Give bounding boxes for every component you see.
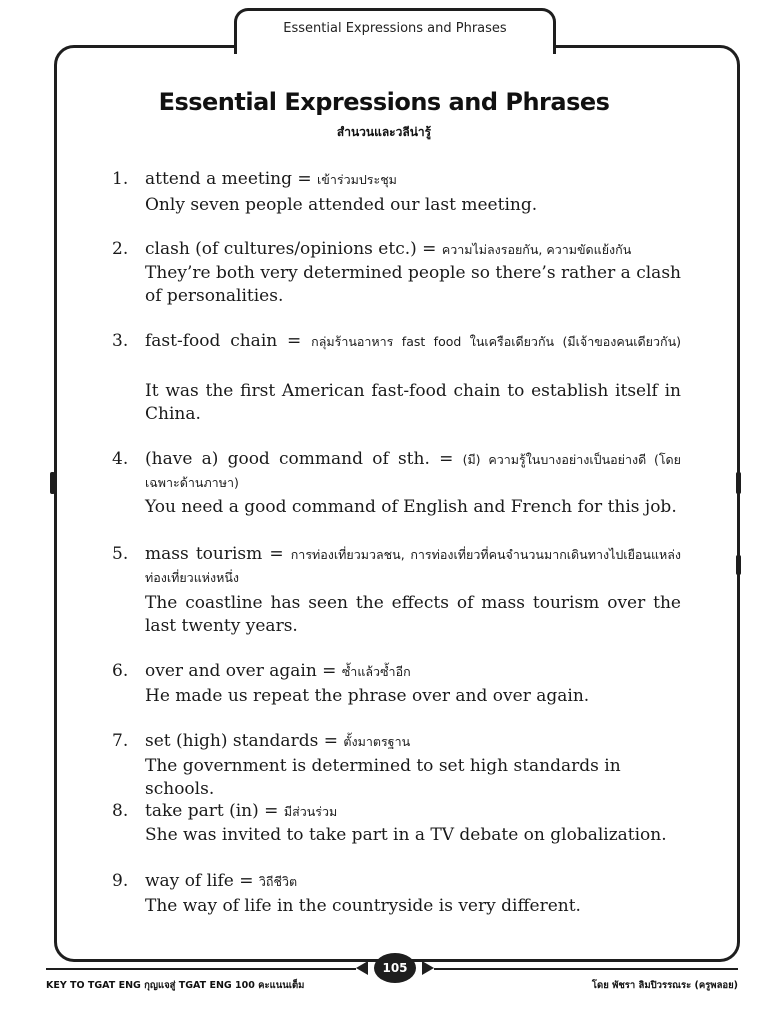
header-tab-title: Essential Expressions and Phrases	[283, 21, 507, 36]
item-number: 6.	[112, 661, 129, 681]
item-thai-meaning: วิถีชีวิต	[258, 874, 298, 889]
item-term-line	[145, 238, 681, 261]
item-thai-meaning: ความไม่ลงรอยกัน, ความขัดแย้งกัน	[441, 242, 632, 257]
item-number: 7.	[112, 731, 129, 751]
item-number: 8.	[112, 801, 129, 821]
item-thai-meaning: ตั้งมาตรฐาน	[343, 734, 411, 749]
item-thai-meaning: (มี) ความรู้ในบางอย่างเป็นอย่างดี (โดยเฉพาะด้านภาษา)	[145, 452, 682, 490]
item-term-line	[145, 730, 681, 753]
page-number: 105	[374, 953, 416, 983]
item-term: take part (in) =	[145, 801, 279, 821]
item-thai-meaning: กลุ่มร้านอาหาร fast food ในเครือเดียวกัน (มีเจ้าของคนเดียวกัน)	[311, 334, 681, 349]
item-example: He made us repeat the phrase over and over again.	[145, 686, 590, 706]
edge-mark	[736, 555, 741, 575]
item-term-line	[145, 168, 681, 191]
item-term-line	[145, 448, 681, 494]
item-term-line	[145, 330, 681, 353]
item-term: way of life =	[145, 871, 254, 891]
item-term: (have a) good command of sth. =	[145, 449, 454, 469]
edge-mark	[736, 472, 741, 494]
item-example: You need a good command of English and French for this job.	[145, 497, 677, 517]
item-example: It was the first American fast-food chain to establish itself in China.	[145, 381, 681, 424]
item-term-line	[145, 543, 681, 589]
item-term-line	[145, 870, 681, 893]
footer-book-title: KEY TO TGAT ENG กุญแจสู่ TGAT ENG 100 คะแนนเต็ม	[46, 980, 305, 991]
item-thai-meaning: เข้าร่วมประชุม	[317, 172, 397, 187]
triangle-left-icon	[356, 961, 368, 975]
item-example: She was invited to take part in a TV debate on globalization.	[145, 825, 667, 845]
item-term: set (high) standards =	[145, 731, 338, 751]
footer-author: โดย พัชรา ลิมปิวรรณระ (ครูพลอย)	[591, 980, 738, 991]
item-term: mass tourism =	[145, 544, 284, 564]
item-example: The way of life in the countryside is very different.	[145, 896, 581, 916]
footer-rule-left	[46, 968, 356, 970]
item-term: fast-food chain =	[145, 331, 302, 351]
edge-mark	[50, 472, 55, 494]
item-term: clash (of cultures/opinions etc.) =	[145, 239, 437, 259]
item-number: 9.	[112, 871, 129, 891]
item-term-line	[145, 660, 681, 683]
item-term: over and over again =	[145, 661, 337, 681]
item-number: 3.	[112, 331, 129, 351]
item-example: The coastline has seen the effects of mass tourism over the last twenty years.	[145, 593, 681, 636]
item-thai-meaning: ซ้ำแล้วซ้ำอีก	[341, 664, 411, 679]
triangle-right-icon	[422, 961, 434, 975]
page-title: Essential Expressions and Phrases	[158, 88, 610, 116]
item-term: attend a meeting =	[145, 169, 312, 189]
item-example: The government is determined to set high standards in schools.	[145, 756, 621, 799]
footer-rule-right	[434, 968, 738, 970]
item-example: Only seven people attended our last meeting.	[145, 195, 538, 215]
item-number: 2.	[112, 239, 129, 259]
item-term-line	[145, 800, 681, 823]
item-number: 5.	[112, 544, 129, 564]
item-thai-meaning: การท่องเที่ยวมวลชน, การท่องเที่ยวที่คนจำนวนมากเดินทางไปเยือนแหล่งท่องเที่ยวแห่งหนึ่ง	[145, 547, 682, 585]
item-thai-meaning: มีส่วนร่วม	[283, 804, 338, 819]
item-number: 1.	[112, 169, 129, 189]
item-example: They’re both very determined people so there’s rather a clash of personalities.	[145, 263, 681, 306]
item-number: 4.	[112, 449, 129, 469]
header-tab-join	[237, 43, 553, 49]
page-subtitle: สำนวนและวลีน่ารู้	[336, 125, 432, 139]
